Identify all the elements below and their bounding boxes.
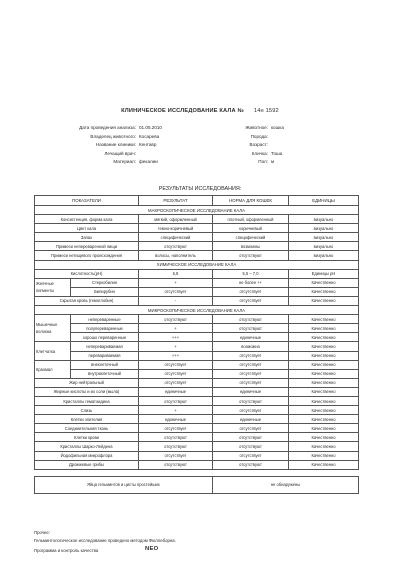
unit-cell: Качественно [289,324,359,333]
norm-cell: отсутствует [213,378,289,387]
result-cell: + [139,406,213,415]
unit-cell: Качественно [289,287,359,296]
table-row [35,315,359,324]
unit-cell: Качественно [289,442,359,451]
norm-cell: отсутствуют [213,433,289,442]
norm-cell: возможна [213,342,289,351]
table-row [35,451,359,460]
result-cell: отсутствуют [139,460,213,469]
header-value: Тоша [271,150,283,156]
param-name: Кристаллы Шарко-Лейдена [35,442,139,451]
norm-cell: возможны [213,242,289,251]
unit-cell: Качественно [289,424,359,433]
unit-cell: Качественно [289,387,359,396]
column-header: ЕДИНИЦЫ [289,196,359,206]
param-name: Клетки крови [35,433,139,442]
header-value: Косарева [139,133,160,139]
header-value: кошка [271,125,284,130]
header-label: Животное: [245,125,268,130]
table-row [35,296,359,305]
table-row [35,378,359,387]
unit-cell: Качественно [289,333,359,342]
unit-cell: визуально [289,215,359,224]
table-row [35,442,359,451]
header-label: Пол: [258,159,268,165]
header-value: м [271,159,275,165]
unit-cell: визуально [289,251,359,260]
param-name: Яйца гельминтов и цисты простейших [35,476,213,493]
param-name: Соединительная ткань [35,424,139,433]
param-name: Слизь [35,406,139,415]
header-label: Название клиники: [95,142,136,148]
header-label: Лечащий врач: [104,150,136,156]
param-name: Примеси нетищевого происхождения [35,251,139,260]
norm-cell: отсутствуют [213,251,289,260]
result-cell: отсутствуют [139,315,213,324]
section-header-macro: МАКРОСКОПИЧЕСКОЕ ИССЛЕДОВАНИЕ КАЛА [35,206,359,215]
param-name: Йодофильная микрофлора [35,451,139,460]
param-name: Жирные кислоты и их соли (мыла) [35,387,139,396]
norm-cell: 5,5 – 7,0 [213,269,289,278]
result-cell: специфический [139,233,213,242]
table-row [35,324,359,333]
header-label: Дата проведения анализа: [79,125,136,130]
norm-cell: отсутствует [213,406,289,415]
unit-cell: Качественно [289,369,359,378]
table-row [35,351,359,360]
norm-cell: коричневый [213,224,289,233]
param-name: внутриклеточный [71,369,139,378]
unit-cell: Качественно [289,360,359,369]
table-row [35,333,359,342]
group-label: Желчные пигменты [35,278,71,296]
result-cell: отсутствует [139,378,213,387]
norm-cell: отсутствует [213,369,289,378]
group-label: Крахмал [35,360,71,378]
norm-cell: единичные [213,415,289,424]
result-cell: - [139,296,213,305]
unit-cell: Качественно [289,278,359,287]
header-label: Материал: [113,159,136,165]
param-name: Стеркобилин [71,278,139,287]
norm-cell: отсутствует [213,296,289,305]
norm-cell: отсутствуют [213,396,289,405]
table-row [35,287,359,296]
result-cell: отсутствуют [139,396,213,405]
result-cell: отсутствует [139,287,213,296]
header-label: Порода: [250,133,268,139]
param-name: Запах [35,233,139,242]
norm-cell: отсутствует [213,424,289,433]
table-row [35,342,359,351]
result-cell: не обнаружены [213,476,359,493]
norm-cell: плотный, оформленный [213,215,289,224]
param-name: Кристаллы гематоидина [35,396,139,405]
column-header: ПОКАЗАТЕЛИ [35,196,139,206]
table-row [35,215,359,224]
unit-cell: Качественно [289,406,359,415]
unit-cell: Качественно [289,378,359,387]
norm-cell: отсутствует [213,360,289,369]
result-cell: отсутствует [139,451,213,460]
result-cell: + [139,278,213,287]
norm-cell: единичные [213,387,289,396]
header-label: Кличка: [251,150,268,156]
header-left-block [56,124,236,167]
table-row [35,233,359,242]
report-title [0,108,400,114]
unit-cell: Качественно [289,433,359,442]
column-header: НОРМА ДЛЯ КОШЕК [213,196,289,206]
param-name: внеклеточный [71,360,139,369]
results-table [34,195,359,494]
norm-cell: не более ++ [213,278,289,287]
header-right-block [222,124,342,167]
report-title-text: КЛИНИЧЕСКОЕ ИССЛЕДОВАНИЕ КАЛА № [121,108,244,114]
param-name: Дрожжевые грибы [35,460,139,469]
section-header-micro: МИКРОСКОПИЧЕСКОЕ ИССЛЕДОВАНИЕ КАЛА [35,306,359,315]
neo-logo: NEO [145,546,159,552]
param-name: Билирубин [71,287,139,296]
header-label: Владелец животного: [90,133,136,139]
header-value: фекалии [139,159,158,165]
norm-cell: отсутствуют [213,315,289,324]
group-label: Мышечные волокна [35,315,71,342]
unit-cell: Качественно [289,296,359,305]
unit-cell: Качественно [289,460,359,469]
param-name: Консистенция, форма кала [35,215,139,224]
footer-method: Гельминтологическое исследование проведено методом Фюллеборна. [34,538,176,543]
unit-cell: Качественно [289,342,359,351]
results-title: РЕЗУЛЬТАТЫ ИССЛЕДОВАНИЯ: [158,186,242,192]
norm-cell: отсутствуют [213,460,289,469]
param-name: непереваренные [71,315,139,324]
group-label: Клетчатка [35,342,71,360]
footer-program: Программа и контроль качества [34,548,99,553]
result-cell: отсутствуют [139,442,213,451]
spacer-row [35,469,359,476]
norm-cell: специфический [213,233,289,242]
result-cell: + [139,324,213,333]
result-cell: темно-коричневый [139,224,213,233]
result-cell: отсутствует [139,360,213,369]
header-value: 01.05.2010 [139,125,162,130]
unit-cell: Качественно [289,351,359,360]
table-row [35,406,359,415]
param-name: хорошо переваренные [71,333,139,342]
norm-cell: отсутствует [213,287,289,296]
result-cell: + [139,342,213,351]
result-cell: +++ [139,333,213,342]
table-row [35,278,359,287]
result-cell: отсутствует [139,424,213,433]
table-row [35,415,359,424]
result-cell: отсутствует [139,369,213,378]
result-cell: единичные [139,387,213,396]
norm-cell: единичные [213,333,289,342]
unit-cell: Качественно [289,396,359,405]
table-row [35,396,359,405]
unit-cell: Единицы pH [289,269,359,278]
param-name: Цвет кала [35,224,139,233]
table-row [35,424,359,433]
footer-note-label: Прочее: [34,530,50,535]
result-cell: волосы, наполнитель [139,251,213,260]
table-row [35,460,359,469]
result-cell: мягкий, оформленный [139,215,213,224]
table-row-eggs [35,476,359,493]
norm-cell: отсутствует [213,451,289,460]
table-row [35,224,359,233]
unit-cell: визуально [289,233,359,242]
header-value: Кентавр [139,142,157,148]
result-cell: +++ [139,351,213,360]
report-number: 14н 1592 [253,108,279,114]
table-row [35,433,359,442]
param-name: полупереваренные [71,324,139,333]
param-name: Примеси непереваренной пищи [35,242,139,251]
unit-cell: Качественно [289,415,359,424]
table-row [35,242,359,251]
norm-cell: отсутствуют [213,324,289,333]
param-name: неперевариваемая [71,342,139,351]
norm-cell: отсутствует [213,351,289,360]
table-row [35,387,359,396]
result-cell: отсутствуют [139,433,213,442]
table-row [35,369,359,378]
param-name: Клетки эпителия [35,415,139,424]
table-header-row [35,196,359,206]
column-header: РЕЗУЛЬТАТ [139,196,213,206]
param-name: Кислотность(pH) [35,269,139,278]
table-row [35,251,359,260]
result-cell: 6,8 [139,269,213,278]
table-row [35,269,359,278]
header-label: Возраст: [249,142,268,148]
section-header-chem: ХИМИЧЕСКОЕ ИССЛЕДОВАНИЕ КАЛА [35,260,359,269]
norm-cell: отсутствуют [213,442,289,451]
result-cell: отсутствуют [139,242,213,251]
param-name: Жир нейтральный [35,378,139,387]
unit-cell: визуально [289,242,359,251]
unit-cell: визуально [289,224,359,233]
param-name: Скрытая кровь (гемоглобин) [35,296,139,305]
param-name: перевариваемая [71,351,139,360]
result-cell: единичные [139,415,213,424]
unit-cell: Качественно [289,315,359,324]
table-row [35,360,359,369]
unit-cell: Качественно [289,451,359,460]
